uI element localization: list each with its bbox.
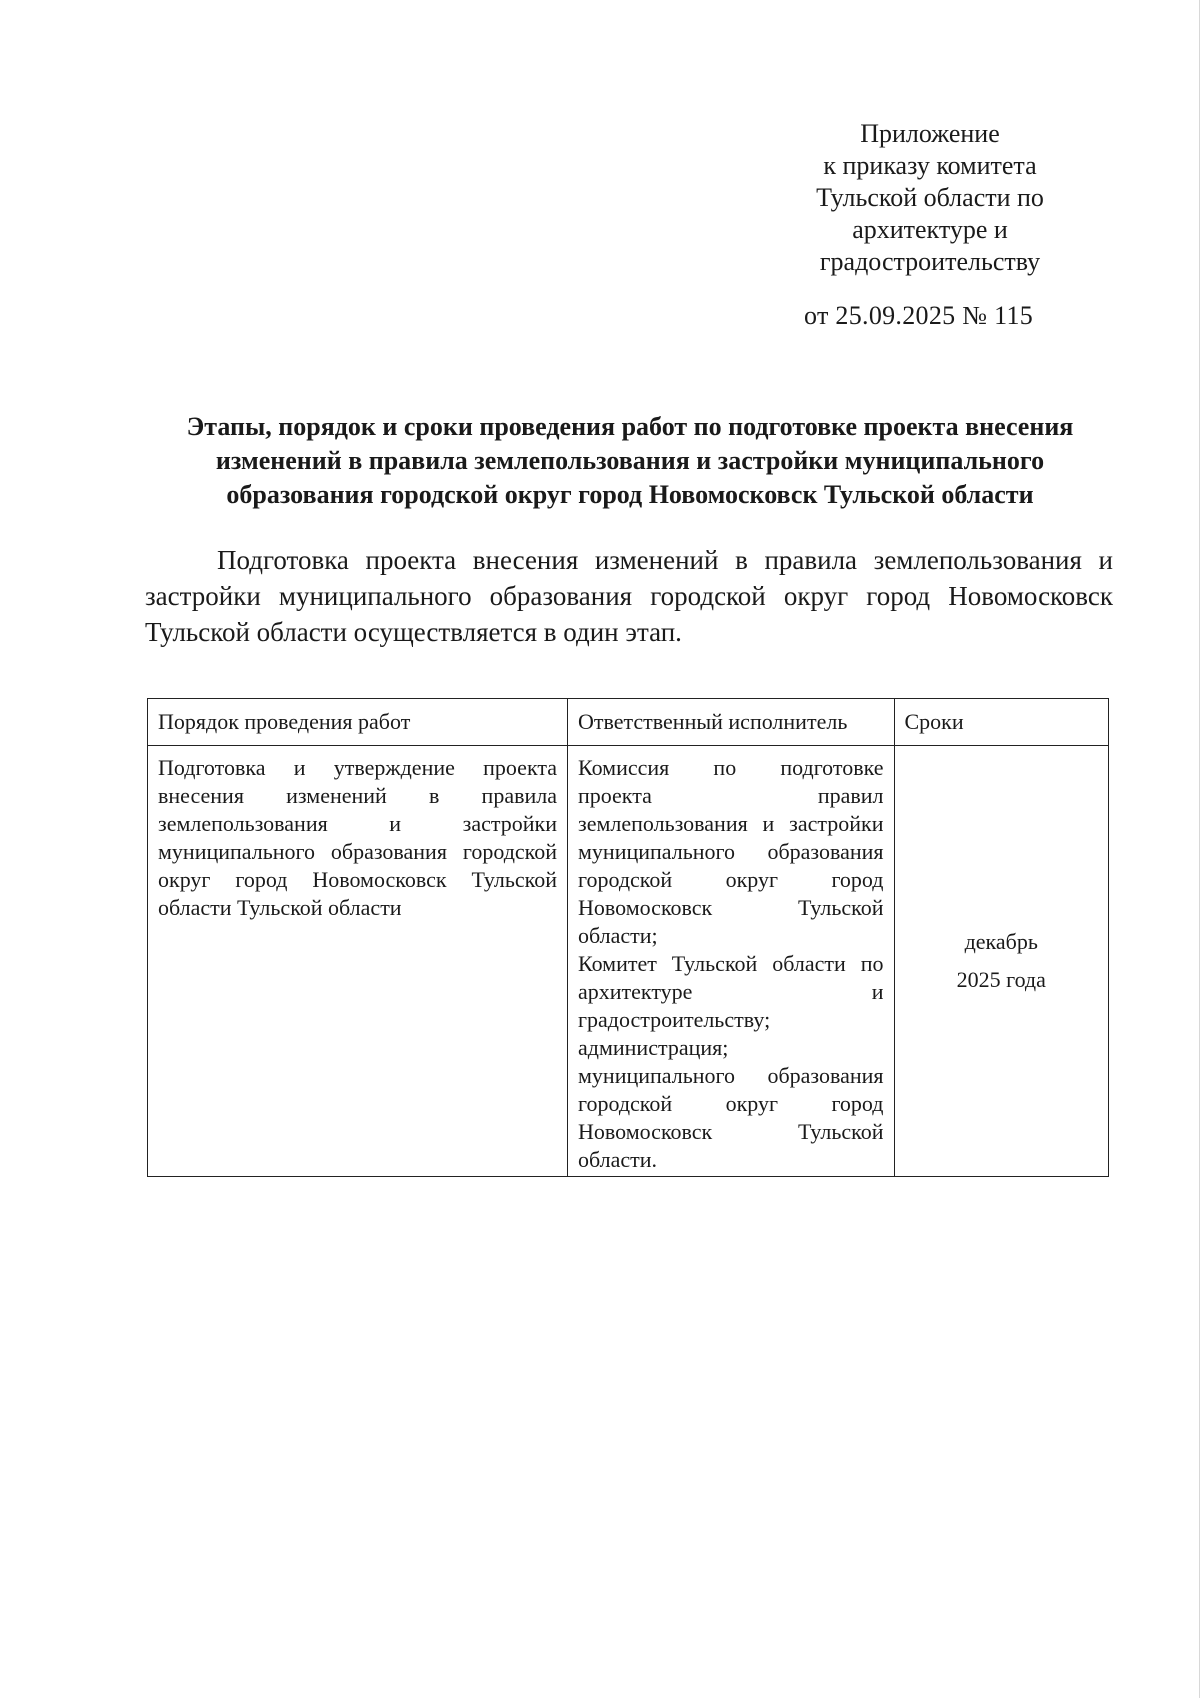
responsible-entry: администрация;	[578, 1035, 729, 1060]
table-header-row	[148, 699, 1109, 746]
cell-work: Подготовка и утверждение проекта внесения изменений в правила землепользования и застройки муниципального образования городской округ город Новомосковск Тульской области Тульской области	[148, 746, 568, 1177]
responsible-entry: муниципального образования городской округ город Новомосковск Тульской области.	[578, 1063, 884, 1172]
intro-paragraph: Подготовка проекта внесения изменений в правила землепользования и застройки муниципального образования городской округ город Новомосковск Тульской области осуществляется в один этап.	[145, 545, 1113, 647]
deadline-month: декабрь	[964, 929, 1038, 954]
document-title: Этапы, порядок и сроки проведения работ по подготовке проекта внесения изменений в правила землепользования и застройки муниципального образования городской округ город Новомосковск Тульской области	[186, 412, 1074, 509]
responsible-entry: Комиссия по подготовке проекта правил землепользования и застройки муниципального образования городской округ город Новомосковск Тульской области;	[578, 755, 884, 948]
schedule-table	[147, 698, 1109, 1177]
deadline-year: 2025 года	[956, 967, 1046, 992]
order-date-number: от 25.09.2025 № 115	[804, 301, 1034, 330]
appendix-line: градостроительству	[819, 247, 1041, 276]
appendix-line: Тульской области по	[816, 183, 1044, 212]
appendix-line: к приказу комитета	[823, 151, 1037, 180]
appendix-line: архитектуре и	[852, 215, 1008, 244]
appendix-line: Приложение	[860, 119, 1000, 148]
header-deadline: Сроки	[894, 699, 1109, 746]
cell-deadline	[894, 746, 1109, 1177]
header-work-order: Порядок проведения работ	[148, 699, 568, 746]
header-responsible: Ответственный исполнитель	[568, 699, 895, 746]
table-row	[148, 746, 1109, 1177]
appendix-header	[780, 118, 1080, 332]
responsible-entry: Комитет Тульской области по архитектуре и градостроительству;	[578, 951, 884, 1032]
cell-responsible	[568, 746, 895, 1177]
